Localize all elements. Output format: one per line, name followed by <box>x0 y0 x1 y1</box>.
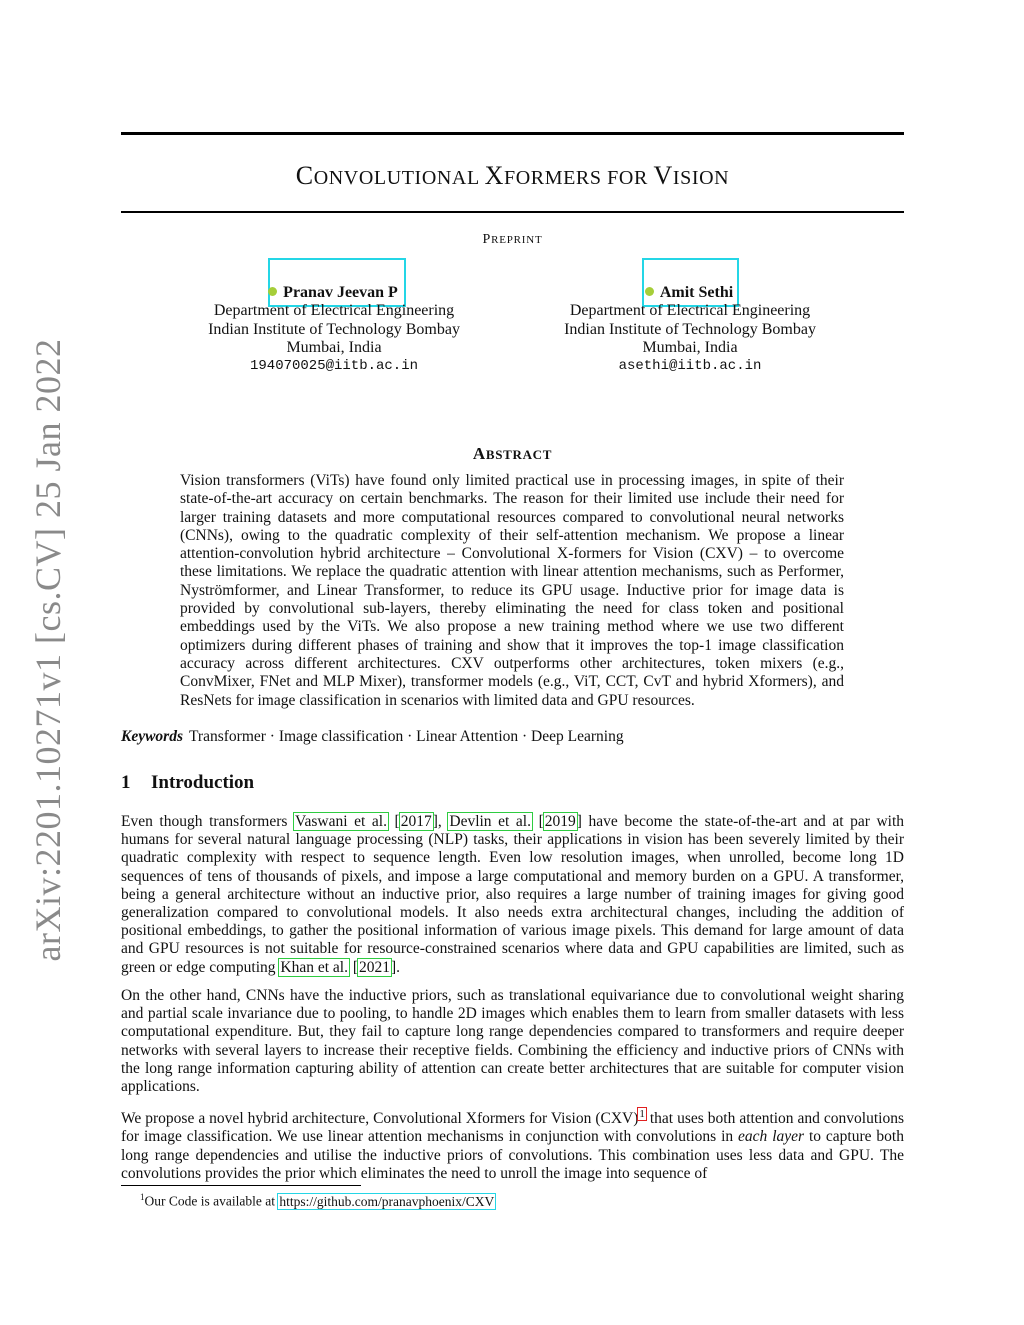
code-url-link[interactable]: https://github.com/pranavphoenix/CXV <box>279 1193 495 1209</box>
title-bottom-rule <box>121 211 904 213</box>
intro-paragraph-3 <box>121 1105 904 1183</box>
abstract-heading <box>121 444 904 464</box>
title-cap-1: C <box>295 161 314 190</box>
author-block-1 <box>164 284 504 375</box>
text-run: Even though transformers <box>121 813 295 830</box>
intro-paragraph-2: On the other hand, CNNs have the inductive priors, such as translational equivariance due to convolutional weight sharing and partial scale invariance due to pooling, to handle 2D images which enables them to learn from smaller datasets with less computational expenditure. But, they fail to capture long range dependencies compared to transformers and require deeper networks with several layers to increase their receptive fields. Combining the efficiency and inductive priors of CNNs with the long range information capturing ability of attention can create better architectures that are suitable for computer vision applications. <box>121 987 904 1096</box>
author-1-city: Mumbai, India <box>286 338 382 356</box>
footnote-link[interactable]: 1 <box>639 1108 645 1120</box>
section-heading <box>121 772 254 794</box>
footnote <box>140 1192 495 1210</box>
preprint-rest: REPRINT <box>491 234 543 246</box>
author-1-inst: Indian Institute of Technology Bombay <box>208 320 460 338</box>
title-part-3: ISION <box>672 167 730 189</box>
text-run: [ <box>348 958 359 976</box>
top-rule <box>121 132 904 135</box>
author-1-name[interactable]: Pranav Jeevan P <box>283 284 398 301</box>
keywords-list: Transformer · Image classification · Linear Attention · Deep Learning <box>189 728 624 745</box>
footnote-text: Our Code is available at <box>144 1193 279 1209</box>
text-run: We propose a novel hybrid architecture, Convolutional Xformers for Vision (CXV) <box>121 1110 639 1128</box>
citation-devlin[interactable]: Devlin et al. <box>449 813 531 830</box>
text-run: ] have become the state-of-the-art and at par with humans for several natural language processing (NLP) tasks, their applications in vision has been severely limited by their quadratic complexity with respect to sequence length. Even low resolution images, when unrolled, become long 1D sequences of tens of thousands of pixels, and impose a large computational and memory burden on a GPU. A transformer, being a general architecture without an inductive prior, also requires a large number of training images for giving good generalization compared to convolutional models. It also needs extra architectural changes, including the addition of positional embeddings, to gather the positional information of various image pixels. This demand for large amount of data and GPU resources is not suitable for resource-constrained scenarios where data and GPU capabilities are limited, such as green or edge computing <box>121 813 905 976</box>
intro-paragraph-1 <box>121 813 904 977</box>
keywords-label: Keywords <box>121 728 183 745</box>
abstract-cap: A <box>472 444 486 463</box>
abstract-text: Vision transformers (ViTs) have found only limited practical use in processing images, in spite of their state-of-the-art accuracy on certain benchmarks. The reason for their limited use include their need for larger training datasets and more computational resources compared to convolutional neural networks (CNNs), owing to the quadratic complexity of their self-attention mechanism. We propose a linear attention-convolution hybrid architecture – Convolutional X-formers for Vision (CXV) – to overcome these limitations. We replace the quadratic attention with linear attention mechanisms, such as Performer, Nyströmformer, and Linear Transformer, to reduce its GPU usage. Inductive prior for image data is provided by convolutional sub-layers, thereby eliminating the need for class token and positional embeddings used by the ViTs. We also propose a new training method where we use two different optimizers during different phases of training and show that it improves the top-1 image classification accuracy across different architectures. CXV outperforms other architectures, token mixers (e.g., ConvMixer, FNet and MLP Mixer), transformer models (e.g., ViT, CCT, CvT and hybrid Xformers), and ResNets for image classification in scenarios with limited data and GPU resources. <box>180 472 844 709</box>
author-2-city: Mumbai, India <box>642 338 738 356</box>
paper-title <box>121 161 904 191</box>
citation-year-2021[interactable]: 2021 <box>359 958 391 976</box>
footnote-rule <box>121 1185 361 1186</box>
author-2-email[interactable]: asethi@iitb.ac.in <box>618 358 762 375</box>
text-run: to capture both long range dependencies and utilise the inductive priors of convolutions. This combination uses less data and GPU. The convolutions provides the prior which eliminates the need to unroll the image into sequence of <box>121 1128 904 1182</box>
orcid-icon[interactable] <box>645 287 654 296</box>
text-run: [ <box>387 813 400 830</box>
title-cap-2: X <box>484 161 505 190</box>
author-1-email[interactable]: 194070025@iitb.ac.in <box>249 358 419 375</box>
citation-year-2017[interactable]: 2017 <box>400 813 432 830</box>
author-2-name[interactable]: Amit Sethi <box>659 284 734 301</box>
arxiv-identifier: arXiv:2201.10271v1 [cs.CV] 25 Jan 2022 <box>28 338 68 962</box>
orcid-icon[interactable] <box>268 287 277 296</box>
preprint-label <box>121 232 904 248</box>
title-part-1: ONVOLUTIONAL <box>313 167 485 189</box>
title-cap-3: V <box>653 161 673 190</box>
emphasis-text: each layer <box>738 1128 805 1146</box>
text-run: that uses both attention and convolutions for image classification. We use linear attention mechanisms in conjunction with convolutions in <box>121 1110 904 1146</box>
text-run: ]. <box>391 958 401 976</box>
author-2-dept: Department of Electrical Engineering <box>569 302 811 320</box>
preprint-cap: P <box>482 232 492 247</box>
section-number: 1 <box>121 772 131 793</box>
text-run: ], <box>432 813 449 830</box>
abstract-rest: BSTRACT <box>485 447 553 462</box>
citation-khan[interactable]: Khan et al. <box>280 958 348 976</box>
title-part-2: FORMERS FOR <box>504 167 654 189</box>
keywords-line <box>121 728 624 746</box>
author-2-inst: Indian Institute of Technology Bombay <box>564 320 816 338</box>
citation-year-2019[interactable]: 2019 <box>544 813 576 830</box>
footnote-mark: 1 <box>140 1192 145 1202</box>
author-block-2 <box>520 284 860 375</box>
author-1-dept: Department of Electrical Engineering <box>213 302 455 320</box>
citation-vaswani[interactable]: Vaswani et al. <box>295 813 387 830</box>
section-title: Introduction <box>151 772 255 793</box>
text-run: [ <box>532 813 544 830</box>
